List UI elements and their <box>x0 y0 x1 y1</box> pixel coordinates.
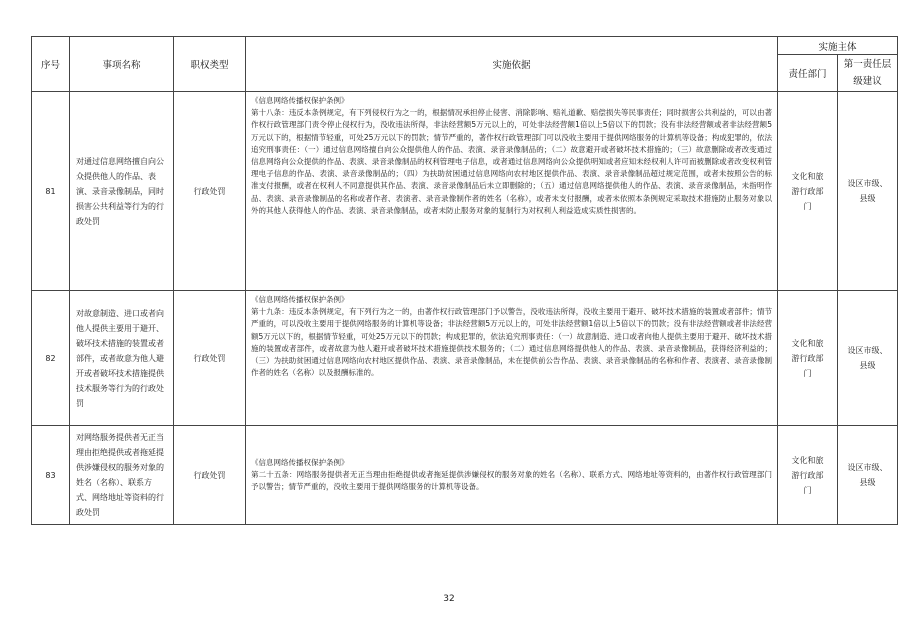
basis-law-title: 《信息网络传播权保护条例》 <box>251 96 349 105</box>
header-subject: 实施主体 <box>778 37 898 55</box>
header-basis: 实施依据 <box>246 37 778 92</box>
row-level: 设区市级、县级 <box>838 426 898 525</box>
power-list-table <box>31 36 898 525</box>
basis-article-text: 第十九条：违反本条例规定，有下列行为之一的，由著作权行政管理部门予以警告，没收违法所得，没收主要用于避开、破坏技术措施的装置或者部件；情节严重的，可以没收主要用于提供网络服务的计算机等设备；非法经营额5万元以上的，可处非法经营额1倍以上5倍以下的罚款；没有非法经营额或者非法经营额5万元以下的，根据情节轻重，可处25万元以下的罚款；构成犯罪的，依法追究刑事责任：（一）故意制造、进口或者向他人提供主要用于避开、破坏技术措施的装置或者部件，或者故意为他人避开或者破坏技术措施提供技术服务的；（二）通过信息网络提供他人的作品、表演、录音录像制品，获得经济利益的；（三）为扶助贫困通过信息网络向农村地区提供作品、表演、录音录像制品，未在提供前公告作品、表演、录音录像制品的名称和作者、表演者、录音录像制作者的姓名（名称）以及报酬标准的。 <box>251 307 772 378</box>
table-row <box>32 92 898 291</box>
basis-law-title: 《信息网络传播权保护条例》 <box>251 295 349 304</box>
row-basis <box>246 291 778 426</box>
row-dept: 文化和旅游行政部门 <box>778 291 838 426</box>
header-power-type: 职权类型 <box>174 37 246 92</box>
basis-law-title: 《信息网络传播权保护条例》 <box>251 457 349 467</box>
table-row <box>32 291 898 426</box>
row-basis <box>246 92 778 291</box>
row-item-name: 对故意制造、进口或者向他人提供主要用于避开、破坏技术措施的装置或者部件，或者故意为他人避开或者破坏技术措施提供技术服务等行为的行政处罚 <box>70 291 174 426</box>
row-power-type: 行政处罚 <box>174 291 246 426</box>
row-basis <box>246 426 778 525</box>
row-dept: 文化和旅游行政部门 <box>778 426 838 525</box>
row-dept: 文化和旅游行政部门 <box>778 92 838 291</box>
page-number: 32 <box>443 594 455 604</box>
header-first-level: 第一责任层级建议 <box>838 55 898 92</box>
header-dept: 责任部门 <box>778 55 838 92</box>
row-item-name: 对通过信息网络擅自向公众提供他人的作品、表演、录音录像制品，同时损害公共利益等行为的行政处罚 <box>70 92 174 291</box>
row-power-type: 行政处罚 <box>174 426 246 525</box>
row-level: 设区市级、县级 <box>838 291 898 426</box>
table-row <box>32 426 898 525</box>
row-seq: 81 <box>32 92 70 291</box>
row-item-name: 对网络服务提供者无正当理由拒绝提供或者拖延提供涉嫌侵权的服务对象的姓名（名称）、联系方式、网络地址等资料的行政处罚 <box>70 426 174 525</box>
row-level: 设区市级、县级 <box>838 92 898 291</box>
row-seq: 83 <box>32 426 70 525</box>
header-item-name: 事项名称 <box>70 37 174 92</box>
basis-article-text: 第二十五条：网络服务提供者无正当理由拒绝提供或者拖延提供涉嫌侵权的服务对象的姓名（名称）、联系方式、网络地址等资料的，由著作权行政管理部门予以警告；情节严重的，没收主要用于提供网络服务的计算机等设备。 <box>251 469 772 492</box>
row-power-type: 行政处罚 <box>174 92 246 291</box>
row-seq: 82 <box>32 291 70 426</box>
header-seq: 序号 <box>32 37 70 92</box>
basis-article-text: 第十八条：违反本条例规定，有下列侵权行为之一的，根据情况承担停止侵害、消除影响、赔礼道歉、赔偿损失等民事责任；同时损害公共利益的，可以由著作权行政管理部门责令停止侵权行为，没收违法所得，非法经营额5万元以上的，可处非法经营额1倍以上5倍以下的罚款；没有非法经营额或者非法经营额5万元以下的，根据情节轻重，可处25万元以下的罚款；情节严重的，著作权行政管理部门可以没收主要用于提供网络服务的计算机等设备；构成犯罪的，依法追究刑事责任：（一）通过信息网络擅自向公众提供他人的作品、表演、录音录像制品的；（二）故意避开或者破坏技术措施的；（三）故意删除或者改变通过信息网络向公众提供的作品、表演、录音录像制品的权利管理电子信息，或者通过信息网络向公众提供明知或者应知未经权利人许可而被删除或者改变权利管理电子信息的作品、表演、录音录像制品的；（四）为扶助贫困通过信息网络向农村地区提供作品、表演、录音录像制品超过规定范围，或者未按照公告的标准支付报酬，或者在权利人不同意提供其作品、表演、录音录像制品后未立即删除的；（五）通过信息网络提供他人的作品、表演、录音录像制品，未指明作品、表演、录音录像制品的名称或者作者、表演者、录音录像制作者的姓名（名称），或者未支付报酬，或者未依照本条例规定采取技术措施防止服务对象以外的其他人获得他人的作品、表演、录音录像制品，或者未防止服务对象的复制行为对权利人利益造成实质性损害的。 <box>251 108 772 215</box>
